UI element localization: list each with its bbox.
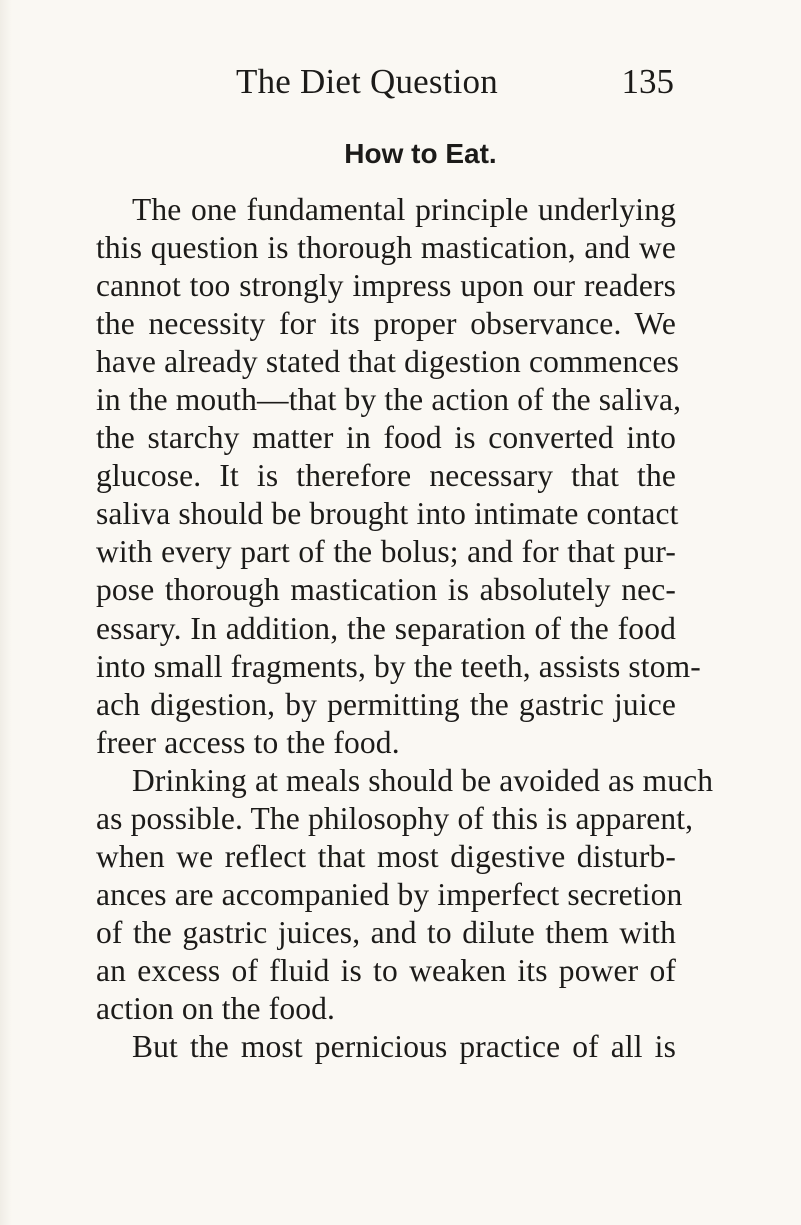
running-title: The Diet Question xyxy=(236,62,498,101)
text-line: cannot too strongly impress upon our readers xyxy=(96,268,676,304)
text-line: in the mouth—that by the action of the saliva, xyxy=(96,382,682,418)
running-head xyxy=(96,60,674,104)
text-line: with every part of the bolus; and for that pur- xyxy=(96,534,676,570)
text-line: glucose. It is therefore necessary that the xyxy=(96,458,676,494)
text-line: of the gastric juices, and to dilute them with xyxy=(96,914,676,950)
text-line: pose thorough mastication is absolutely nec- xyxy=(96,572,676,608)
text-line: freer access to the food. xyxy=(96,724,400,760)
text-line: But the most pernicious practice of all is xyxy=(132,1029,676,1065)
text-line: the necessity for its proper observance. We xyxy=(96,306,676,342)
text-line: ach digestion, by permitting the gastric juice xyxy=(96,686,676,722)
text-line: ances are accompanied by imperfect secretion xyxy=(96,876,683,912)
text-line: into small fragments, by the teeth, assists stom- xyxy=(96,648,701,684)
section-heading-text: How to Eat. xyxy=(344,138,497,169)
text-line: an excess of fluid is to weaken its power of xyxy=(96,952,676,988)
text-line: essary. In addition, the separation of the food xyxy=(96,610,676,646)
text-line: when we reflect that most digestive disturb- xyxy=(96,838,676,874)
body-text xyxy=(96,191,714,1066)
section-heading xyxy=(0,134,801,174)
text-line: have already stated that digestion commences xyxy=(96,344,680,380)
text-line: this question is thorough mastication, and we xyxy=(96,230,676,266)
text-line: the starchy matter in food is converted into xyxy=(96,420,676,456)
text-line: action on the food. xyxy=(96,990,336,1026)
text-line: Drinking at meals should be avoided as much xyxy=(132,762,714,798)
text-line: The one fundamental principle underlying xyxy=(132,192,676,227)
text-line: as possible. The philosophy of this is apparent, xyxy=(96,800,694,836)
page-number: 135 xyxy=(621,62,674,101)
text-line: saliva should be brought into intimate contact xyxy=(96,496,679,532)
